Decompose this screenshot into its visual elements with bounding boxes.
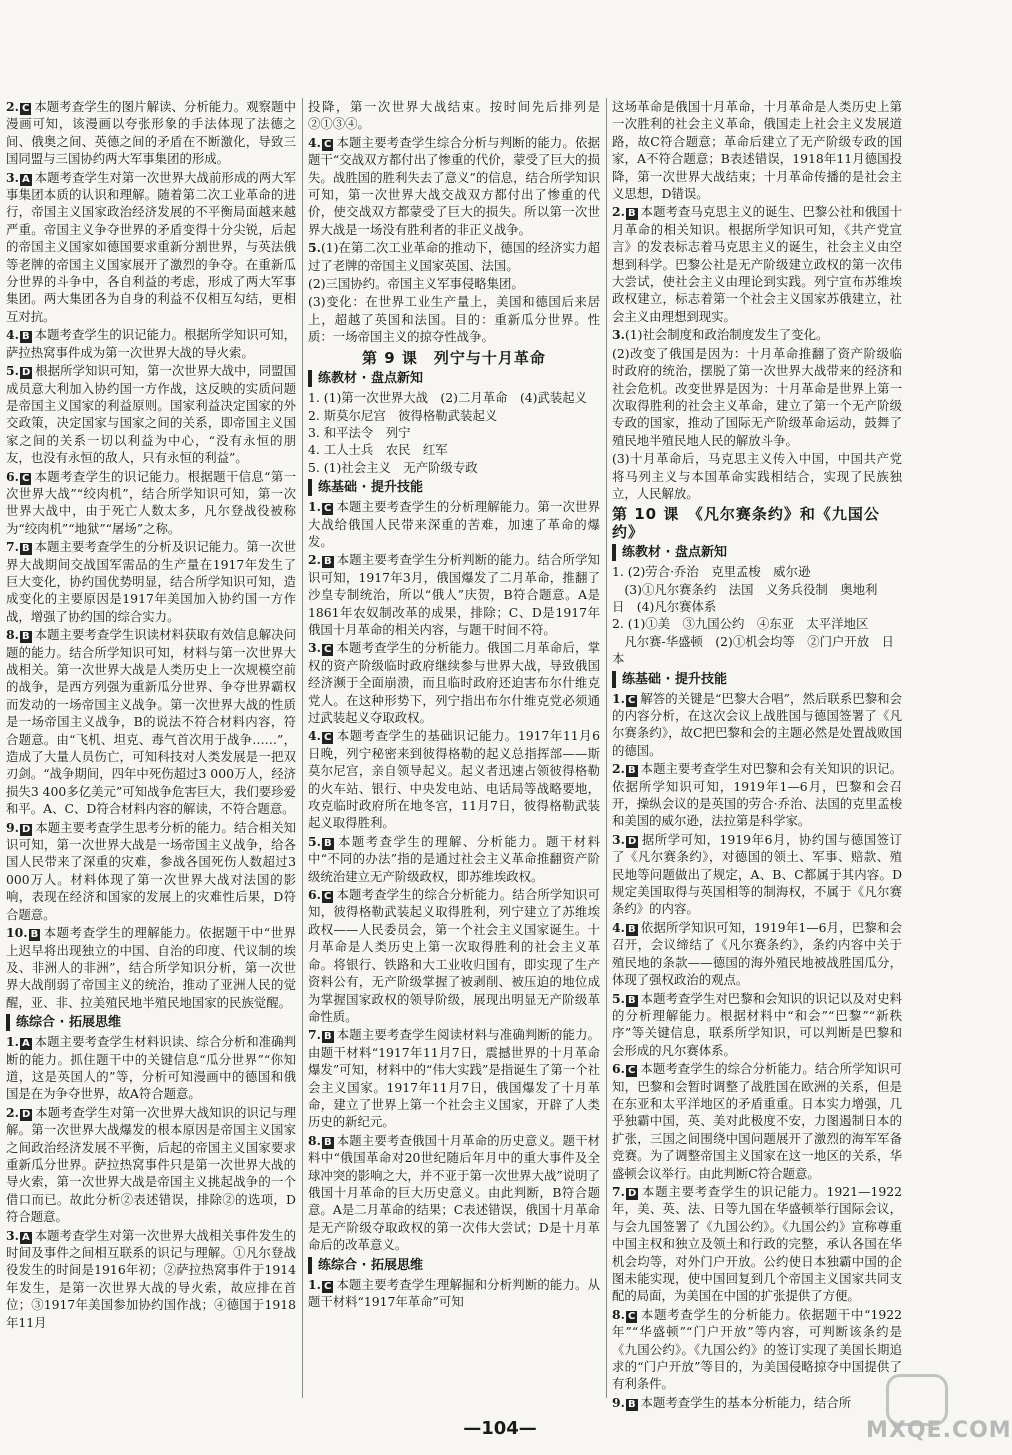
answer-item	[308, 498, 600, 550]
answer-item	[6, 362, 296, 466]
answer-letter: C	[627, 694, 636, 706]
explanation-text: 本题考查学生的基础识记能力。1917年11月6日晚，列宁秘密来到彼得格勒的起义总指挥部——斯莫尔尼宫，亲自领导起义。起义者迅速占领彼得格勒的火车站、银行、中央发电站、电话局等战略要地，攻克临时政府所在地冬宫，11月7日，彼得格勒武装起义取得胜利。	[308, 728, 600, 831]
answer-letter: D	[21, 367, 31, 379]
answer-item	[308, 275, 600, 292]
explanation-text: 根据所学知识可知，第一次世界大战中，同盟国成员意大利加入协约国一方作战，这反映的实质问题是帝国主义国家的利益原则。国家利益决定国家的外交政策，决定国家与国家之间的关系，即帝国主义国家之间的关系一切以利益为中心，“没有永恒的朋友，也没有永恒的敌人，只有永恒的利益”。	[6, 363, 296, 466]
answer-letter: B	[627, 1398, 636, 1410]
answer-letter: A	[21, 173, 30, 185]
answer-letter: C	[323, 644, 332, 656]
question-number: 3.	[612, 831, 625, 847]
question-number: 1.	[6, 1034, 19, 1050]
watermark-text: MXQE.COM	[866, 1418, 1012, 1443]
answer-letter: B	[627, 923, 636, 935]
explanation-text: 本题主要考查学生的识记能力。1921—1922年，美、英、法、日等九国在华盛顿举行国际会议，与会九国签署了《九国公约》。《九国公约》宣称尊重中国主权和独立及领土和行政的完整，承认各国在华机会均等，对外门户开放。公约使日本独霸中国的企图未能实现，使中国回复到几个帝国主义国家共同支配的局面，为美国在中国的扩张提供了方便。	[612, 1183, 902, 1304]
lesson-10-title: 第 10 课 《凡尔赛条约》和《九国公约》	[612, 505, 880, 541]
answer-item	[6, 1033, 296, 1103]
answer-item	[308, 551, 600, 638]
answer-item	[6, 819, 296, 923]
answer-letter: B	[627, 994, 636, 1006]
explanation-text: (1)在第二次工业革命的推动下，德国的经济实力超过了老牌的帝国主义国家英国、法国。	[308, 240, 600, 273]
explanation-text: 本题考查学生的分析能力。依据题干中“1922年”“华盛顿”“门户开放”等内容，可判断该条约是《九国公约》。《九国公约》的签订实现了美国长期追求的“门户开放”等目的，为美国侵略掠夺中国提供了有利条件。	[612, 1306, 902, 1392]
answer-line: 5. (1)社会主义 无产阶级专政	[308, 459, 478, 475]
question-number: 7.	[6, 539, 19, 555]
answer-item	[612, 831, 902, 918]
answer-item	[612, 1183, 902, 1305]
explanation-text: 本题考查学生的识记能力。根据题干信息“第一次世界大战”“绞肉机”，结合所学知识可知，第一次世界大战中，由于死亡人数太多，凡尔登战役被称为“绞肉机”“地狱”“屠场”之称。	[6, 468, 296, 536]
answer-letter: B	[323, 556, 332, 568]
question-number: 8.	[612, 1306, 625, 1322]
answer-item	[308, 1026, 600, 1130]
answer-item	[6, 169, 296, 326]
answer-line: 1. (1)第一次世界大战 (2)二月革命 (4)武装起义	[308, 390, 588, 406]
answer-item	[612, 919, 902, 989]
answer-item	[308, 1132, 600, 1254]
explanation-text: 本题主要考查学生阅读材料与准确判断的能力。由题干材料“1917年11月7日，震撼世界的十月革命爆发”可知，材料中的“伟大实践”是指诞生了第一个社会主义国家。1917年11月7日，俄国爆发了十月革命，建立了世界上第一个社会主义国家，开辟了人类历史的新纪元。	[308, 1027, 600, 1130]
explanation-text: 依据所学知识可知，1919年1—6月，巴黎和会召开，会议缔结了《凡尔赛条约》，条约内容中关于殖民地的条款——德国的海外殖民地被战胜国瓜分，体现了强权政治的观点。	[612, 919, 902, 988]
explanation-text: 这场革命是俄国十月革命，十月革命是人类历史上第一次胜利的社会主义革命，俄国走上社会主义发展道路，故C符合题意；革命后建立了无产阶级专政的国家，A不符合题意；B表述错误，1918年11月德国投降，第一次世界大战结束；十月革命传播的是社会主义思想，D错误。	[612, 99, 902, 202]
answer-item	[6, 538, 296, 625]
explanation-text: 本题考查学生的理解能力。依据题干中“世界上迟早将出现独立的中国、自治的印度、代议制的埃及、非洲人的非洲”，结合所学知识分析，第一次世界大战削弱了帝国主义的统治，推动了亚洲人民的觉醒，亚、非、拉美殖民地半殖民地国家的民族觉醒。	[6, 925, 296, 1010]
question-number: 9.	[6, 819, 19, 835]
question-number: 6.	[6, 468, 19, 484]
answer-letter: D	[627, 1187, 637, 1199]
answer-item	[308, 727, 600, 831]
answer-line: 2. (1)①美 ③九国公约 ④东亚 太平洋地区	[612, 616, 869, 632]
answer-letter: B	[30, 929, 39, 941]
explanation-text: 本题考查学生对第一次世界大战知识的识记与理解。第一次世界大战爆发的根本原因是帝国主义国家之间政治经济发展不平衡，后起的帝国主义国家要求重新瓜分世界。萨拉热窝事件只是第一次世界大战的导火索，第一次世界大战是帝国主义挑起战争的一个借口而已。故此分析②表述错误，排除②的选项，D符合题意。	[6, 1104, 296, 1225]
column-1	[6, 98, 296, 1398]
answer-item	[308, 293, 600, 345]
jichu-answers-2	[612, 690, 902, 1412]
answer-letter: B	[323, 1031, 332, 1043]
answer-letter: B	[323, 837, 332, 849]
answer-item	[612, 760, 902, 830]
lesson-9-title: 第 9 课 列宁与十月革命	[362, 348, 546, 367]
column-2	[308, 98, 600, 1398]
answer-letter: C	[323, 732, 332, 744]
explanation-text: 本题考查学生的理解、分析能力。题干材料中“不同的办法”指的是通过社会主义革命推翻资产阶级统治建立无产阶级政权，即苏维埃政权。	[308, 833, 600, 884]
explanation-text: (2)三国协约。帝国主义军事侵略集团。	[308, 276, 524, 292]
explanation-text: 本题主要考查学生理解掘和分析判断的能力。从题干材料“1917年革命”可知	[308, 1276, 600, 1309]
explanation-text: (3)十月革命后，马克思主义传入中国，中国共产党将马列主义与本国革命实践相结合，实现了民族独立，人民解放。	[612, 451, 902, 501]
explanation-text: 本题考查学生对第一次世界大战前形成的两大军事集团本质的认识和理解。随着第二次工业革命的进行，帝国主义国家政治经济发展的不平衡局面越来越严重。帝国主义争夺世界的矛盾变得十分尖锐，后起的帝国主义国家如德国要求重新分割世界，与英法俄等老牌的帝国主义国家展开了激烈的争夺。在重新瓜分世界的斗争中，各自利益的考虑，形成了两大军事集团。两大集团各为自身的利益不仅相互勾结，更相互对抗。	[6, 169, 296, 324]
question-number: 6.	[612, 1061, 625, 1077]
explanation-text: 本题考查学生对第一次世界大战相关事件发生的时间及事件之间相互联系的识记与理解。①凡尔登战役发生的时间是1916年初；②萨拉热窝事件于1914年发生，是第一次世界大战的导火索，故应排在首位；③1917年美国参加协约国作战；④德国于1918年11月	[6, 1227, 296, 1330]
answer-item	[612, 450, 902, 502]
answer-line: 3. 和平法令 列宁	[308, 424, 411, 440]
answer-letter: D	[21, 823, 31, 835]
question-number: 8.	[308, 1132, 321, 1148]
answer-letter: A	[21, 1038, 30, 1050]
column-divider-2	[606, 98, 607, 1398]
answer-item	[308, 239, 600, 274]
question-number: 2.	[308, 552, 321, 568]
explanation-text: (3)变化：在世界工业生产量上，美国和德国后来居上，超越了英国和法国。目的：重新瓜分世界。性质：一场帝国主义的掠夺性战争。	[308, 294, 600, 345]
answer-letter: C	[323, 1280, 332, 1292]
answer-item	[6, 924, 296, 1011]
section-heading-pandian-2: 练教材 · 盘点新知	[612, 544, 902, 561]
question-number: 6.	[308, 887, 321, 903]
question-number: 4.	[6, 327, 19, 343]
question-number: 4.	[612, 919, 625, 935]
explanation-text: 本题主要考查学生识读材料获取有效信息解决问题的能力。结合所学知识可知，材料与第一次世界大战相关。第一次世界大战是人类历史上一次规模空前的战争，是西方列强为重新瓜分世界、争夺世界霸权而发动的一场帝国主义战争。第一次世界大战的性质是一场帝国主义战争，B的说法不符合材料内容，符合题意。由“飞机、坦克、毒气首次用于战争……”，造成了大量人员伤亡，可知科技对人类发展是一把双刃剑。“战争期间，四年中死伤超过3 000万人，经济损失3 400多亿美元”可知战争危害巨大，我们要珍爱和平。A、C、D符合材料内容的解读，不符合题意。	[6, 627, 296, 817]
jichu-answers	[308, 498, 600, 1253]
answer-item	[612, 1060, 902, 1182]
zonghe-answers	[308, 1276, 600, 1311]
answer-line: (3)①凡尔赛条约 法国 义务兵役制 奥地利 日 (4)凡尔赛体系	[612, 581, 890, 614]
answer-letter: B	[323, 1136, 332, 1148]
question-number: 2.	[6, 1104, 19, 1120]
column-3	[612, 98, 902, 1410]
explanation-text: 本题考查学生的图片解读、分析能力。观察题中漫画可知，该漫画以夸张形象的手法体现了法德之间、俄奥之间、英德之间的矛盾在不断激化，导致三国同盟与三国协约两大军事集团的形成。	[6, 99, 296, 167]
question-number: 4.	[308, 728, 321, 744]
answer-letter: B	[627, 765, 636, 777]
section-heading-zonghe: 练综合 · 拓展思维	[308, 1257, 600, 1274]
question-number: 5.	[612, 990, 625, 1006]
answer-letter: C	[323, 891, 332, 903]
question-number: 1.	[308, 499, 321, 515]
question-number: 9.	[612, 1394, 625, 1410]
answer-item	[308, 639, 600, 726]
column-2-continuation	[308, 98, 600, 346]
answer-item	[308, 1276, 600, 1311]
answer-letter: A	[21, 1231, 30, 1243]
answer-item	[612, 345, 902, 449]
column-3-continuation	[612, 98, 902, 502]
explanation-text: 本题主要考查学生的分析及识记能力。第一次世界大战期间交战国军需品的生产量在1917年发生了巨大变化，协约国优势明显，结合所学知识可知，造成变化的主要原因是1917年美国加入协约国一方作战，增强了协约国的综合实力。	[6, 539, 296, 624]
answer-letter: C	[627, 1310, 636, 1322]
question-number: 3.	[6, 169, 19, 185]
explanation-text: 本题考查马克思主义的诞生、巴黎公社和俄国十月革命的相关知识。根据所学知识可知，《共产党宣言》的发表标志着马克思主义的诞生，社会主义由空想到科学。巴黎公社是无产阶级建立政权的第一次伟大尝试，使社会主义由理论到实践。列宁宣布苏维埃政权建立，标志着第一个社会主义国家苏俄建立，社会主义由理想到现实。	[612, 204, 902, 324]
answer-item	[308, 886, 600, 1025]
question-number: 10.	[6, 925, 28, 941]
answer-item	[6, 468, 296, 538]
explanation-text: 本题考查学生的识记能力。根据所学知识可知，萨拉热窝事件成为第一次世界大战的导火索。	[6, 327, 296, 360]
answer-item	[612, 990, 902, 1060]
question-number: 2.	[612, 204, 625, 220]
explanation-text: 解答的关键是“巴黎大合唱”，然后联系巴黎和会的内容分析，在这次会议上战胜国与德国签署了《凡尔赛条约》，故C把巴黎和会的主题必然是处置战败国的德国。	[612, 690, 902, 758]
explanation-text: (1)社会制度和政治制度发生了变化。	[624, 327, 829, 343]
answer-letter: B	[21, 631, 30, 643]
answer-letter: B	[21, 331, 30, 343]
page-number: —104—	[463, 1418, 537, 1439]
question-number: 5.	[308, 833, 321, 849]
answer-letter: D	[21, 1108, 31, 1120]
explanation-text: 投降，第一次世界大战结束。按时间先后排列是②①③④。	[308, 99, 600, 132]
answer-letter: C	[627, 1065, 636, 1077]
explanation-text: 本题考查学生对巴黎和会知识的识记以及对史料的分析理解能力。根据材料中“和会”“巴黎”“新秩序”等关键信息，联系所学知识，可以判断是巴黎和会形成的凡尔赛体系。	[612, 990, 902, 1058]
answer-item	[6, 1227, 296, 1331]
section-heading: 练综合 · 拓展思维	[6, 1014, 296, 1031]
explanation-text: 本题主要考查学生材料识读、综合分析和准确判断的能力。抓住题干中的关键信息“瓜分世界”“你知道，这是英国人的”等，分析可知漫画中的德国和俄国是在为争夺世界，故A符合题意。	[6, 1034, 296, 1102]
answer-line: 凡尔赛-华盛顿 (2)①机会均等 ②门户开放 日本	[612, 633, 894, 667]
answer-letter: B	[21, 543, 30, 555]
answer-letter: D	[627, 835, 637, 847]
question-number: 7.	[308, 1027, 321, 1043]
question-number: 8.	[6, 627, 19, 643]
question-number: 3.	[612, 327, 625, 343]
question-number: 4.	[308, 134, 321, 150]
answer-letter: C	[323, 503, 332, 515]
answer-line: 2. 斯莫尔尼宫 彼得格勒武装起义	[308, 407, 498, 423]
question-number: 5.	[6, 363, 19, 379]
answer-item	[6, 98, 296, 168]
section-heading-jichu-2: 练基础 · 提升技能	[612, 671, 902, 688]
answer-letter: C	[21, 103, 30, 114]
answer-item	[6, 626, 296, 817]
answer-item	[612, 203, 902, 325]
question-number: 3.	[308, 640, 321, 656]
answer-line: 4. 工人士兵 农民 红军	[308, 442, 448, 458]
answer-item	[308, 134, 600, 238]
explanation-text: 本题考查学生的综合分析能力。结合所学知识可知，彼得格勒武装起义取得胜利，列宁建立了苏维埃政权——人民委员会，第一个社会主义国家诞生。十月革命是人类历史上第一次取得胜利的社会主义革命。将银行、铁路和大工业收归国有，即实现了生产资料公有，无产阶级掌握了被剥削、被压迫的地位成为掌握国家政权的领导阶级，展现出明显无产阶级革命性质。	[308, 887, 600, 1024]
explanation-text: 本题主要考查学生综合分析与判断的能力。依据题干“交战双方都付出了惨重的代价，蒙受了巨大的损失。战胜国的胜利失去了意义”的信息，结合所学知识可知，第一次世界大战交战双方都付出了惨重的代价，使交战双方都蒙受了巨大的损失。所以第一次世界大战是一场没有胜利者的非正义战争。	[308, 134, 600, 237]
explanation-text: (2)改变了俄国是因为：十月革命推翻了资产阶级临时政府的统治，摆脱了第一次世界大战带来的经济和社会危机。改变世界是因为：十月革命是世界上第一次取得胜利的社会主义革命，建立了第一个无产阶级专政的国家，推动了国际无产阶级革命运动，鼓舞了殖民地半殖民地人民的解放斗争。	[612, 345, 902, 448]
explanation-text: 据所学可知，1919年6月，协约国与德国签订了《凡尔赛条约》，对德国的领土、军事、赔款、殖民地等问题做出了规定，A、B、C都属于其内容。D规定美国取得与英国相等的制海权，不属于《凡尔赛条约》的内容。	[612, 831, 902, 917]
column-divider-1	[302, 98, 303, 1398]
answer-item	[6, 326, 296, 361]
answer-item	[308, 833, 600, 885]
explanation-text: 本题考查学生的分析能力。俄国二月革命后，掌权的资产阶级临时政府继续参与世界大战，导致俄国经济濒于全面崩溃，而且临时政府还迫害布尔什维克党人。在这种形势下，列宁指出布尔什维克党必须通过武装起义夺取政权。	[308, 640, 600, 725]
pandian-answers-2	[612, 563, 902, 667]
section-heading-pandian: 练教材 · 盘点新知	[308, 370, 600, 387]
answer-item	[6, 1104, 296, 1226]
answer-item	[308, 98, 600, 133]
question-number: 7.	[612, 1183, 625, 1199]
question-number: 5.	[308, 240, 321, 256]
answer-letter: B	[627, 208, 636, 220]
answer-letter: C	[21, 472, 30, 484]
pandian-answers	[308, 389, 600, 476]
answer-line: 1. (2)劳合·乔治 克里孟梭 威尔逊	[612, 564, 811, 580]
question-number: 2.	[6, 99, 19, 114]
explanation-text: 本题主要考查学生的分析理解能力。第一次世界大战给俄国人民带来深重的苦难，加速了革命的爆发。	[308, 499, 600, 549]
question-number: 1.	[612, 690, 625, 706]
answer-item	[612, 690, 902, 760]
section-heading-jichu: 练基础 · 提升技能	[308, 479, 600, 496]
explanation-text: 本题主要考查俄国十月革命的历史意义。题干材料中“俄国革命对20世纪随后年月中的重大事件及全球冲突的影响之大，并不亚于第一次世界大战”说明了俄国十月革命的巨大历史意义。由此判断，B符合题意。A是二月革命的结果；C表述错误，俄国十月革命是无产阶级夺取政权的第一次伟大尝试；D是十月革命后的改革意义。	[308, 1132, 600, 1253]
answer-item	[612, 326, 902, 343]
explanation-text: 本题主要考查学生分析判断的能力。结合所学知识可知，1917年3月，俄国爆发了二月革命，推翻了沙皇专制统治，所以“俄人”庆贺，B符合题意。A是1861年农奴制改革的成果，排除；C、D是1917年俄国十月革命的相关内容，与题干时间不符。	[308, 552, 600, 637]
watermark-logo	[858, 1372, 1012, 1452]
question-number: 3.	[6, 1227, 19, 1243]
explanation-text: 本题主要考查学生思考分析的能力。结合相关知识可知，第一次世界大战是一场帝国主义战争，给各国人民带来了深重的灾难，参战各国死伤人数超过3 000万人。材料体现了第一次世界大战对法国的影响，表现在经济和国家的发展上的灾难性后果，D符合题意。	[6, 819, 296, 922]
explanation-text: 本题考查学生的基本分析能力，结合所	[640, 1394, 852, 1410]
explanation-text: 本题考查学生的综合分析能力。结合所学知识可知，巴黎和会暂时调整了战胜国在欧洲的关系，但是在东亚和太平洋地区的矛盾重重。日本实力增强，几乎独霸中国，英、美对此极度不安，力图遏制日本的扩张，三国之间围绕中国问题展开了激烈的海军军备竞赛。为了调整帝国主义国家在这一地区的关系，华盛顿会议举行。由此判断C符合题意。	[612, 1061, 902, 1181]
question-number: 1.	[308, 1276, 321, 1292]
answer-item	[612, 98, 902, 202]
answer-letter: C	[323, 138, 332, 150]
explanation-text: 本题主要考查学生对巴黎和会有关知识的识记。依据所学知识可知，1919年1—6月，巴黎和会召开，操纵会议的是英国的劳合·乔治、法国的克里孟梭和美国的威尔逊，法拉第是科学家。	[612, 761, 902, 829]
question-number: 2.	[612, 761, 625, 777]
